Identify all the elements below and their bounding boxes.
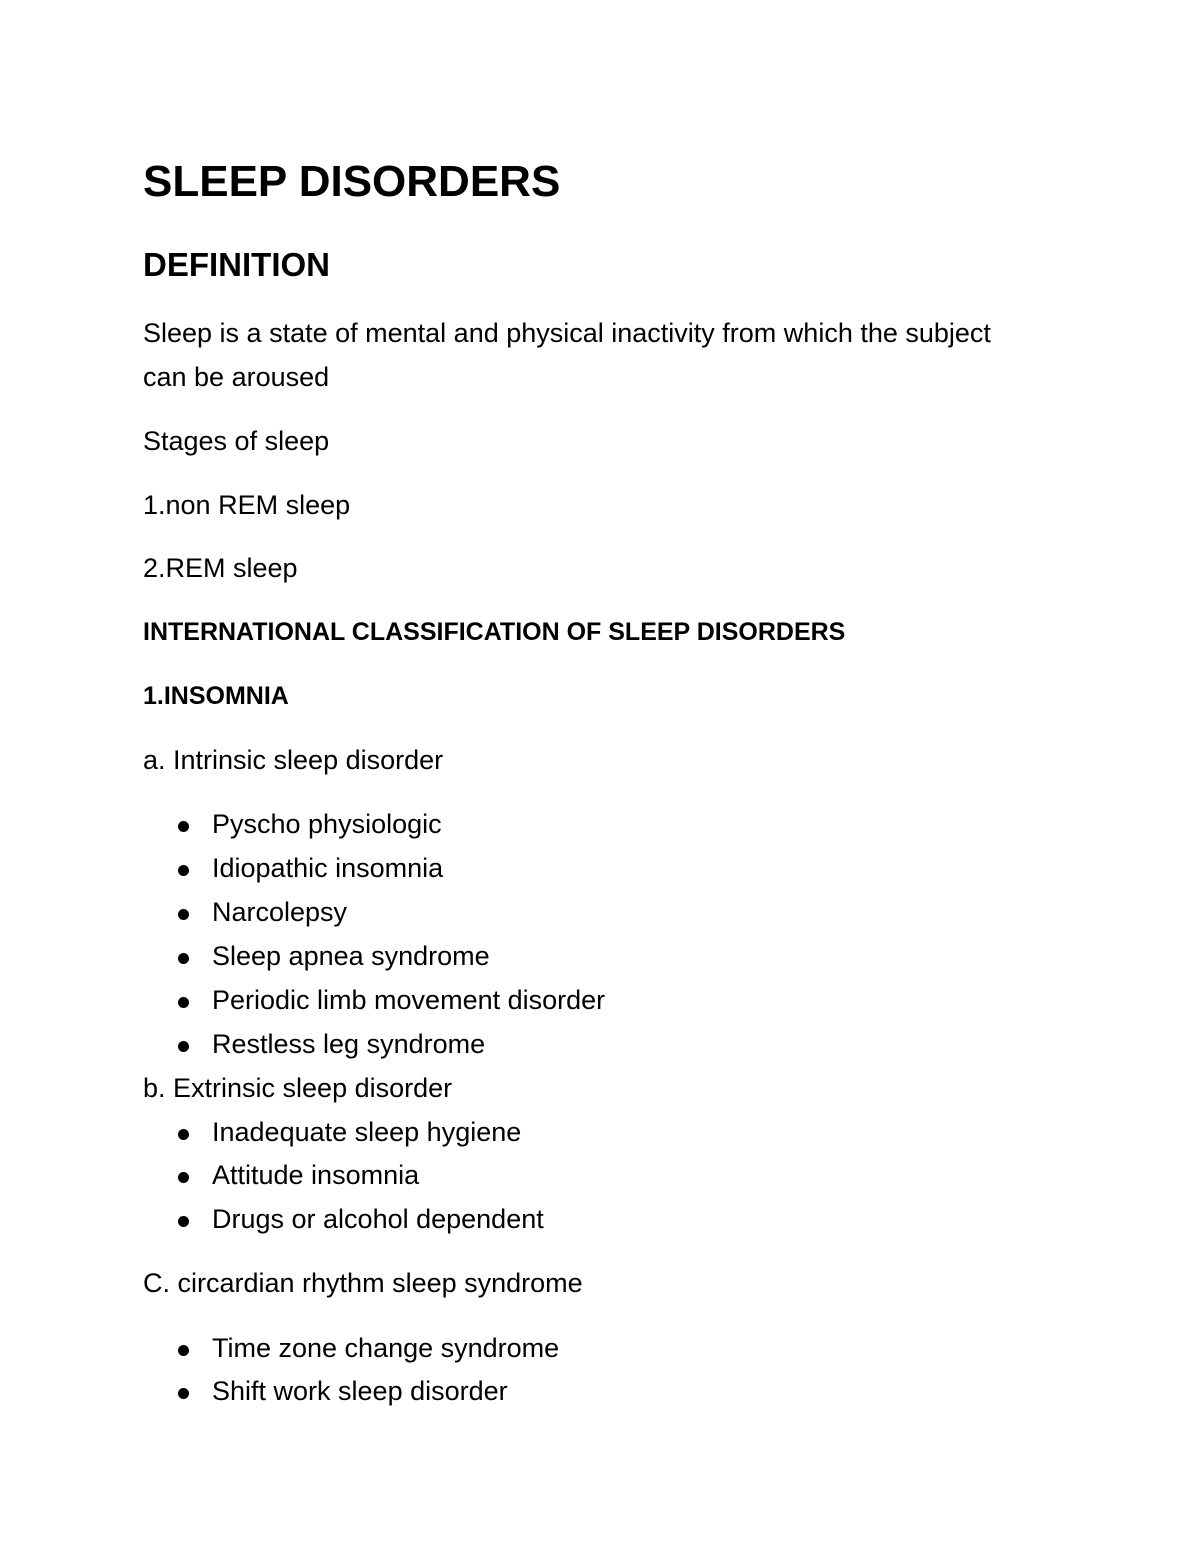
definition-text-line-2: can be aroused (143, 362, 330, 392)
list-item-text: Sleep apnea syndrome (212, 941, 490, 971)
bullet-icon (178, 1129, 189, 1140)
insomnia-heading: 1.INSOMNIA (143, 682, 289, 710)
list-item-text: Periodic limb movement disorder (212, 985, 606, 1015)
section-label-circadian: C. circardian rhythm sleep syndrome (143, 1268, 583, 1298)
document-title: SLEEP DISORDERS (143, 157, 561, 206)
classification-heading: INTERNATIONAL CLASSIFICATION OF SLEEP DISORDERS (143, 618, 846, 646)
list-item-text: Idiopathic insomnia (212, 853, 444, 883)
bullet-icon (178, 1172, 189, 1183)
list-item-text: Shift work sleep disorder (212, 1376, 508, 1406)
bullet-icon (178, 1345, 189, 1356)
bullet-icon (178, 1388, 189, 1399)
stage-item: 2.REM sleep (143, 553, 298, 583)
bullet-icon (178, 909, 189, 920)
bullet-icon (178, 997, 189, 1008)
list-item-text: Restless leg syndrome (212, 1029, 486, 1059)
bullet-icon (178, 1041, 189, 1052)
bullet-icon (178, 1216, 189, 1227)
list-item-text: Pyscho physiologic (212, 809, 442, 839)
list-item-text: Narcolepsy (212, 897, 348, 927)
definition-heading: DEFINITION (143, 246, 330, 283)
list-item-text: Time zone change syndrome (212, 1333, 560, 1363)
list-item-text: Drugs or alcohol dependent (212, 1204, 544, 1234)
stage-item: 1.non REM sleep (143, 490, 351, 520)
stages-heading: Stages of sleep (143, 426, 330, 456)
section-label-extrinsic: b. Extrinsic sleep disorder (143, 1073, 453, 1103)
section-label-intrinsic: a. Intrinsic sleep disorder (143, 745, 444, 775)
bullet-icon (178, 865, 189, 876)
list-item-text: Attitude insomnia (212, 1160, 420, 1190)
definition-text-line-1: Sleep is a state of mental and physical inactivity from which the subject (143, 318, 991, 348)
bullet-icon (178, 821, 189, 832)
bullet-icon (178, 953, 189, 964)
list-item-text: Inadequate sleep hygiene (212, 1117, 522, 1147)
